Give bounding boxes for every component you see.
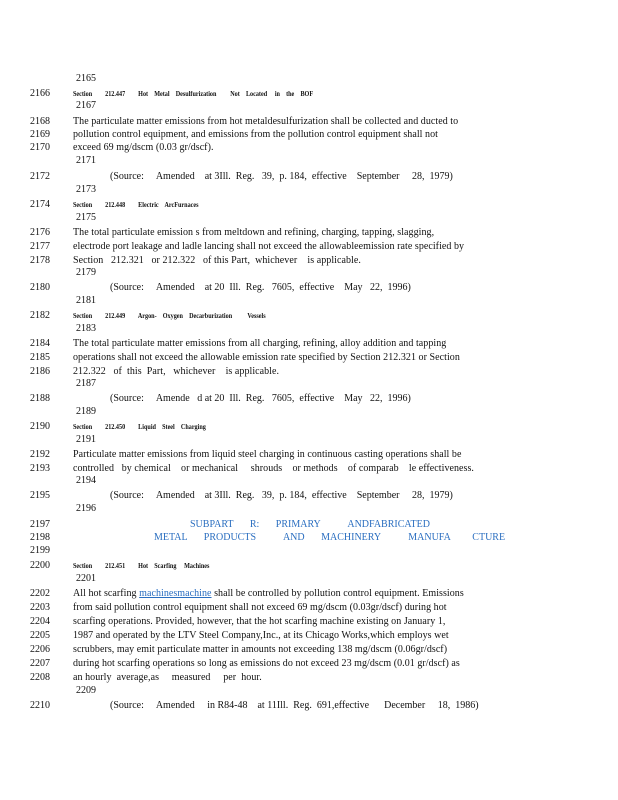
line-number: 2191 [76, 434, 96, 445]
body-line: scarfing operations. Provided, however, that the hot scarfing machine existing on January 1, [73, 616, 446, 627]
line-number: 2197 [30, 519, 50, 530]
line-number: 2178 [30, 255, 50, 266]
section-number: 212.447 [105, 89, 126, 98]
line-number: 2208 [30, 672, 50, 683]
section-title: Electric ArcFurnaces [138, 200, 199, 209]
body-line: The total particulate matter emissions from all charging, refining, alloy addition and tapping [73, 338, 447, 349]
line-number: 2210 [30, 700, 50, 711]
line-number: 2206 [30, 644, 50, 655]
section-heading [73, 88, 325, 100]
line-number: 2202 [30, 588, 50, 599]
body-line: scrubbers, may emit particulate matter in amounts not exceeding 138 mg/dscm (0.06gr/dscf) [73, 644, 448, 655]
line-number: 2182 [30, 310, 50, 321]
subpart-heading: METAL PRODUCTS AND MACHINERY MANUFA CTURE [154, 532, 506, 543]
section-title: Argon- Oxygen Decarburization Vessels [137, 311, 266, 320]
source-note: (Source: Amended in R84-48 at 11Ill. Reg. 691,effective December 18, 1986) [110, 700, 479, 711]
line-number: 2183 [76, 323, 96, 334]
body-line: from said pollution control equipment shall not exceed 69 mg/dscm (0.03gr/dscf) during hot [73, 602, 447, 613]
body-line: controlled by chemical or mechanical shrouds or methods of comparab le effectiveness. [73, 463, 474, 474]
section-word: Section [73, 561, 93, 570]
body-line: Section 212.321 or 212.322 of this Part, whichever is applicable. [73, 255, 361, 266]
line-number: 2177 [30, 241, 50, 252]
line-number: 2179 [76, 267, 96, 278]
line-number: 2193 [30, 463, 50, 474]
body-line: The particulate matter emissions from hot metaldesulfurization shall be collected and ducted to [73, 116, 459, 127]
section-title: Hot Metal Desulfurization Not Located in the BOF [138, 89, 314, 98]
source-note: (Source: Amended at 20 Ill. Reg. 7605, effective May 22, 1996) [110, 282, 411, 293]
body-line: Particulate matter emissions from liquid steel charging in continuous casting operations shall be [73, 449, 462, 460]
body-line: 1987 and operated by the LTV Steel Company,Inc., at its Chicago Works,which employs wet [73, 630, 449, 641]
body-line: operations shall not exceed the allowable emission rate specified by Section 212.321 or Section [73, 352, 460, 363]
line-number: 2209 [76, 685, 96, 696]
line-number: 2188 [30, 393, 50, 404]
line-number: 2169 [30, 129, 50, 140]
section-number: 212.450 [105, 422, 126, 431]
section-number: 212.448 [105, 200, 126, 209]
subpart-heading: SUBPART R: PRIMARY ANDFABRICATED [190, 519, 430, 530]
section-word: Section [73, 422, 93, 431]
line-number: 2180 [30, 282, 50, 293]
source-note: (Source: Amende d at 20 Ill. Reg. 7605, effective May 22, 1996) [110, 393, 411, 404]
section-word: Section [73, 311, 93, 320]
section-number: 212.451 [105, 561, 126, 570]
line-number: 2194 [76, 475, 96, 486]
line-number: 2170 [30, 142, 50, 153]
body-line: electrode port leakage and ladle lancing shall not exceed the allowableemission rate specified by [73, 241, 465, 252]
line-number: 2174 [30, 199, 50, 210]
section-heading [73, 421, 217, 433]
source-note: (Source: Amended at 3Ill. Reg. 39, p. 184, effective September 28, 1979) [110, 490, 453, 501]
line-number: 2171 [76, 155, 96, 166]
body-line: exceed 69 mg/dscm (0.03 gr/dscf). [73, 142, 214, 153]
body-line: during hot scarfing operations so long as emissions do not exceed 23 mg/dscm (0.01 gr/dscf) as [73, 658, 460, 669]
body-text: All hot scarfing [73, 588, 137, 599]
section-word: Section [73, 200, 93, 209]
body-line: 212.322 of this Part, whichever is applicable. [73, 366, 280, 377]
line-number: 2189 [76, 406, 96, 417]
line-number: 2181 [76, 295, 96, 306]
line-number: 2186 [30, 366, 50, 377]
line-number: 2185 [30, 352, 50, 363]
section-number: 212.449 [105, 311, 126, 320]
line-number: 2175 [76, 212, 96, 223]
line-number: 2205 [30, 630, 50, 641]
line-number: 2187 [76, 378, 96, 389]
section-title: Hot Scarfing Machines [138, 561, 210, 570]
line-number: 2196 [76, 503, 96, 514]
line-number: 2176 [30, 227, 50, 238]
line-number: 2173 [76, 184, 96, 195]
line-number: 2190 [30, 421, 50, 432]
line-number: 2195 [30, 490, 50, 501]
line-number: 2201 [76, 573, 96, 584]
line-number: 2204 [30, 616, 50, 627]
inserted-text: machinesmachine [139, 588, 212, 599]
line-number: 2192 [30, 449, 50, 460]
body-line: an hourly average,as measured per hour. [73, 672, 262, 683]
line-number: 2167 [76, 100, 96, 111]
body-text: shall be controlled by pollution control equipment. Emissions [214, 588, 464, 599]
line-number: 2166 [30, 88, 50, 99]
section-heading [73, 560, 221, 572]
line-number: 2200 [30, 560, 50, 571]
body-line: pollution control equipment, and emissions from the pollution control equipment shall not [73, 129, 438, 140]
body-line [73, 588, 536, 600]
line-number: 2165 [76, 73, 96, 84]
section-title: Liquid Steel Charging [138, 422, 206, 431]
source-note: (Source: Amended at 3Ill. Reg. 39, p. 184, effective September 28, 1979) [110, 171, 453, 182]
section-heading [73, 199, 210, 211]
line-number: 2184 [30, 338, 50, 349]
line-number: 2203 [30, 602, 50, 613]
body-line: The total particulate emission s from meltdown and refining, charging, tapping, slagging, [73, 227, 435, 238]
line-number: 2199 [30, 545, 50, 556]
section-heading [73, 310, 277, 322]
line-number: 2198 [30, 532, 50, 543]
line-number: 2172 [30, 171, 50, 182]
line-number: 2168 [30, 116, 50, 127]
line-number: 2207 [30, 658, 50, 669]
section-word: Section [73, 89, 93, 98]
